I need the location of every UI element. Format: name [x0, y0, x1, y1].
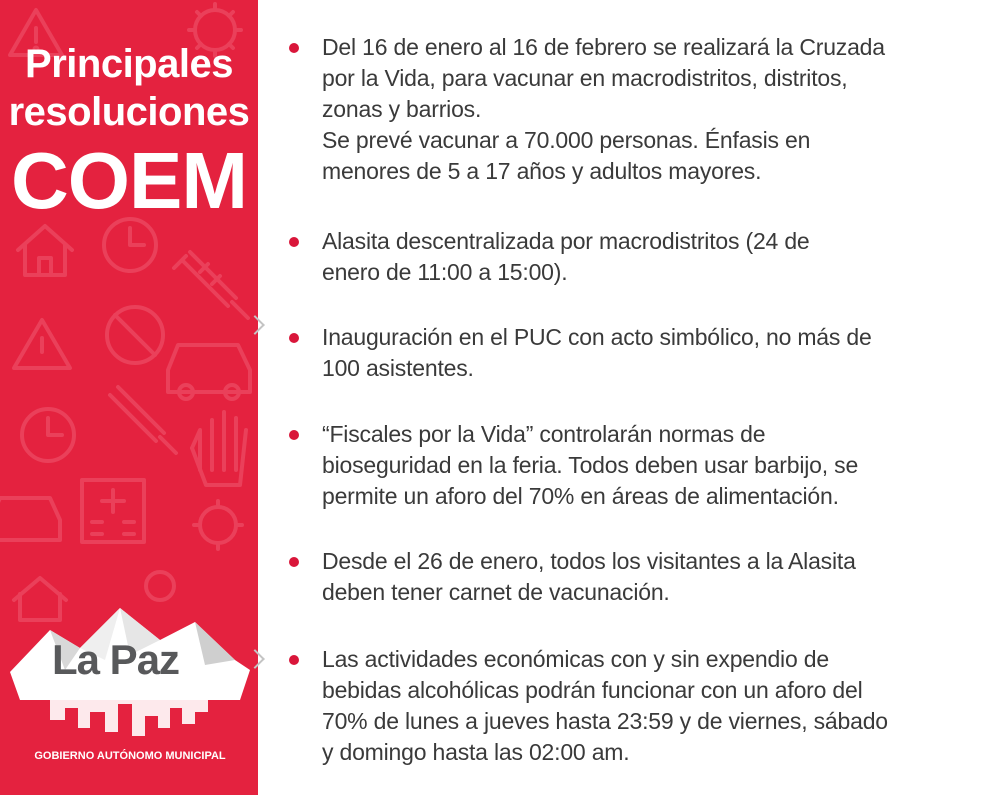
bullet-icon: [289, 557, 299, 567]
list-item: [322, 546, 992, 608]
car-icon: [0, 498, 60, 540]
bullet-icon: [289, 333, 299, 343]
page-title: [0, 40, 258, 224]
house-icon: [18, 226, 72, 275]
bullet-icon: [289, 237, 299, 247]
bullet-icon: [289, 655, 299, 665]
syringe-icon: [174, 252, 248, 318]
list-item-text: “Fiscales por la Vida” controlarán normas de bioseguridad en la feria. Todos deben usar barbijo, se permite un aforo del 70% en áreas de alimentación.: [322, 421, 859, 509]
bullet-icon: [289, 430, 299, 440]
list-item-text: Alasita descentralizada por macrodistritos (24 de enero de 11:00 a 15:00).: [322, 228, 810, 285]
title-line-3: COEM: [11, 136, 247, 225]
list-item: [322, 644, 992, 768]
logo-government-label: GOBIERNO AUTÓNOMO MUNICIPAL: [34, 750, 226, 762]
list-item-text: Desde el 26 de enero, todos los visitantes a la Alasita deben tener carnet de vacunación.: [322, 548, 856, 605]
list-item: [322, 32, 992, 187]
bullet-icon: [289, 43, 299, 53]
car-icon: [168, 345, 250, 399]
hand-icon: [192, 412, 246, 485]
resolutions-list: [258, 0, 1000, 795]
title-line-2: resoluciones: [8, 90, 250, 134]
warning-icon: [14, 320, 70, 368]
clock-icon: [104, 219, 156, 271]
list-item: [322, 226, 992, 288]
title-line-1: Principales: [25, 42, 233, 86]
clock-icon: [22, 409, 74, 461]
logo-name: La Paz: [52, 636, 180, 683]
logo-tagline: ciudadenmovimiento: [48, 683, 178, 698]
list-item-text: Inauguración en el PUC con acto simbólico, no más de 100 asistentes.: [322, 324, 872, 381]
prohibited-icon: [107, 307, 163, 363]
hospital-icon: [82, 480, 144, 542]
syringe-icon: [110, 387, 176, 453]
list-item: [322, 322, 992, 384]
sidebar: [0, 0, 258, 795]
virus-icon: [146, 572, 174, 600]
virus-icon: [194, 501, 242, 549]
list-item-text: Del 16 de enero al 16 de febrero se realizará la Cruzada por la Vida, para vacunar en macrodistritos, distritos, zonas y barrios. Se prevé vacunar a 70.000 personas. Énfasis en menores de 5 a 17 años y adultos mayores.: [322, 34, 885, 184]
la-paz-logo: [10, 600, 250, 780]
list-item-text: Las actividades económicas con y sin expendio de bebidas alcohólicas podrán funcionar con un aforo del 70% de lunes a jueves hasta 23:59 y de viernes, sábado y domingo hasta las 02:00 am.: [322, 646, 888, 765]
list-item: [322, 419, 992, 512]
